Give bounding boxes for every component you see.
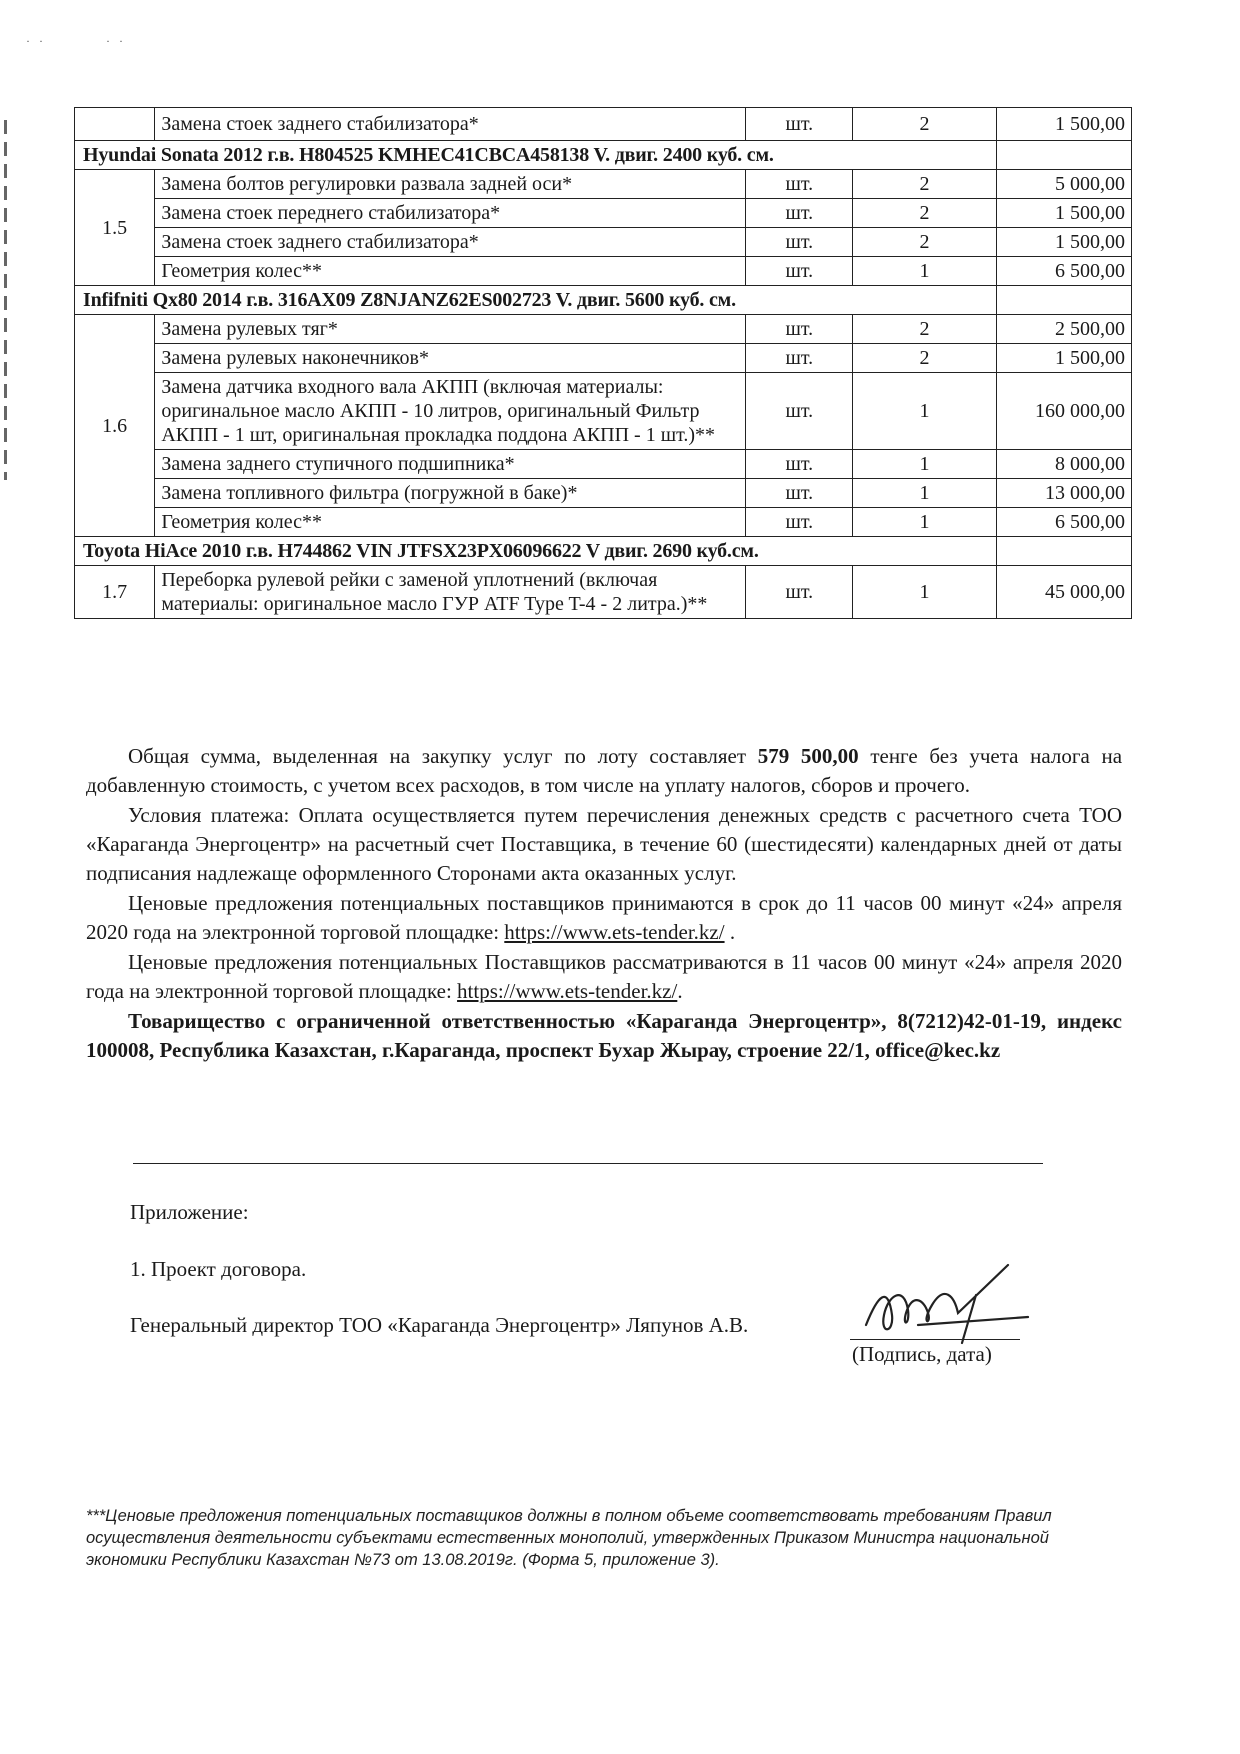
review-text: Ценовые предложения потенциальных Поставщиков рассматриваются в 11 часов 00 минут «24» апреля 2020 года на электронной торговой площадке:	[86, 950, 1122, 1003]
row-number	[75, 108, 155, 141]
vehicle-header-row	[75, 537, 1132, 566]
vehicle-title: Infifniti Qx80 2014 г.в. 316AX09 Z8NJANZ62ES002723 V. двиг. 5600 куб. см.	[75, 286, 997, 315]
appendix-label: Приложение:	[130, 1200, 249, 1224]
service-quantity: 1	[853, 479, 996, 508]
service-description: Геометрия колес**	[155, 257, 746, 286]
table-row	[75, 508, 1132, 537]
service-quantity: 1	[853, 450, 996, 479]
table-row	[75, 479, 1132, 508]
service-unit: шт.	[746, 566, 853, 619]
service-quantity: 1	[853, 566, 996, 619]
handwritten-signature	[858, 1255, 1038, 1350]
service-price: 2 500,00	[996, 315, 1131, 344]
service-unit: шт.	[746, 450, 853, 479]
service-price: 160 000,00	[996, 373, 1131, 450]
service-price: 1 500,00	[996, 228, 1131, 257]
table-row	[75, 344, 1132, 373]
service-quantity: 1	[853, 373, 996, 450]
vehicle-header-empty	[996, 141, 1131, 170]
total-paragraph	[86, 742, 1122, 800]
service-price: 6 500,00	[996, 508, 1131, 537]
signer-line: Генеральный директор ТОО «Караганда Энергоцентр» Ляпунов А.В.	[130, 1313, 749, 1337]
service-quantity: 2	[853, 108, 996, 141]
total-text-end: тенге без учета налога на добавленную стоимость, с учетом всех расходов, в том числе на уплату налогов, сборов и прочего.	[86, 744, 1123, 797]
footnote: ***Ценовые предложения потенциальных поставщиков должны в полном объеме соответствовать требованиям Правил осуществления деятельности субъектами естественных монополий, утвержденных Приказом Министра национальной экономики Республики Казахстан №73 от 13.08.2019г. (Форма 5, приложение 3).	[86, 1507, 1052, 1569]
service-quantity: 1	[853, 257, 996, 286]
service-quantity: 2	[853, 228, 996, 257]
service-description: Замена болтов регулировки развала задней оси*	[155, 170, 746, 199]
acceptance-text-end: .	[724, 920, 736, 944]
service-price: 1 500,00	[996, 199, 1131, 228]
service-unit: шт.	[746, 315, 853, 344]
separator-line	[133, 1163, 1043, 1164]
total-text: Общая сумма, выделенная на закупку услуг по лоту составляет	[128, 744, 758, 768]
row-number: 1.7	[75, 566, 155, 619]
service-description: Переборка рулевой рейки с заменой уплотнений (включая материалы: оригинальное масло ГУР ATF Type T-4 - 2 литра.)**	[155, 566, 746, 619]
service-unit: шт.	[746, 344, 853, 373]
table-row	[75, 450, 1132, 479]
acceptance-text: Ценовые предложения потенциальных поставщиков принимаются в срок до 11 часов 00 минут «24» апреля 2020 года на электронной торговой площадке:	[86, 891, 1122, 944]
service-unit: шт.	[746, 228, 853, 257]
service-description: Замена датчика входного вала АКПП (включая материалы: оригинальное масло АКПП - 10 литров, оригинальный Фильтр АКПП - 1 шт, оригинальная прокладка поддона АКПП - 1 шт.)**	[155, 373, 746, 450]
service-description: Замена заднего ступичного подшипника*	[155, 450, 746, 479]
service-price: 1 500,00	[996, 108, 1131, 141]
service-price: 8 000,00	[996, 450, 1131, 479]
row-number: 1.6	[75, 315, 155, 537]
service-quantity: 2	[853, 344, 996, 373]
review-text-end: .	[677, 979, 683, 1003]
service-unit: шт.	[746, 170, 853, 199]
service-unit: шт.	[746, 479, 853, 508]
row-number: 1.5	[75, 170, 155, 286]
table-row	[75, 566, 1132, 619]
vehicle-header-row	[75, 141, 1132, 170]
service-price: 45 000,00	[996, 566, 1131, 619]
service-unit: шт.	[746, 508, 853, 537]
service-price: 1 500,00	[996, 344, 1131, 373]
service-quantity: 2	[853, 199, 996, 228]
company-details: Товарищество с ограниченной ответственностью «Караганда Энергоцентр», 8(7212)42-01-19, индекс 100008, Республика Казахстан, г.Караганда, проспект Бухар Жырау, строение 22/1, office@kec.kz	[86, 1009, 1122, 1062]
scan-speckle: · · · ·	[26, 34, 126, 48]
body-text	[86, 742, 1122, 1066]
signature-caption: (Подпись, дата)	[852, 1342, 992, 1366]
table-row	[75, 373, 1132, 450]
ets-tender-link-2[interactable]: https://www.ets-tender.kz/	[457, 979, 678, 1003]
ets-tender-link[interactable]: https://www.ets-tender.kz/	[504, 920, 725, 944]
vehicle-header-empty	[996, 537, 1131, 566]
service-quantity: 2	[853, 170, 996, 199]
service-description: Геометрия колес**	[155, 508, 746, 537]
service-unit: шт.	[746, 373, 853, 450]
service-quantity: 1	[853, 508, 996, 537]
service-unit: шт.	[746, 257, 853, 286]
vehicle-title: Hyundai Sonata 2012 г.в. H804525 KMHEC41CBCA458138 V. двиг. 2400 куб. см.	[75, 141, 997, 170]
service-unit: шт.	[746, 108, 853, 141]
table-row	[75, 315, 1132, 344]
table-row	[75, 108, 1132, 141]
service-description: Замена топливного фильтра (погружной в баке)*	[155, 479, 746, 508]
service-description: Замена стоек заднего стабилизатора*	[155, 228, 746, 257]
service-unit: шт.	[746, 199, 853, 228]
table-row	[75, 199, 1132, 228]
vehicle-title: Toyota HiAce 2010 г.в. H744862 VIN JTFSX23PX06096622 V двиг. 2690 куб.см.	[75, 537, 997, 566]
service-description: Замена стоек заднего стабилизатора*	[155, 108, 746, 141]
acceptance-paragraph	[86, 889, 1122, 947]
service-price: 6 500,00	[996, 257, 1131, 286]
total-amount: 579 500,00	[757, 744, 859, 768]
service-description: Замена рулевых наконечников*	[155, 344, 746, 373]
service-price: 13 000,00	[996, 479, 1131, 508]
signature-line	[850, 1339, 1020, 1340]
service-description: Замена рулевых тяг*	[155, 315, 746, 344]
table-row	[75, 228, 1132, 257]
table-row	[75, 257, 1132, 286]
appendix-item: 1. Проект договора.	[130, 1257, 307, 1281]
vehicle-header-empty	[996, 286, 1131, 315]
service-quantity: 2	[853, 315, 996, 344]
service-description: Замена стоек переднего стабилизатора*	[155, 199, 746, 228]
services-table	[74, 107, 1132, 619]
payment-paragraph: Условия платежа: Оплата осуществляется путем перечисления денежных средств с расчетного счета ТОО «Караганда Энергоцентр» на расчетный счет Поставщика, в течение 60 (шестидесяти) календарных дней от даты подписания надлежаще оформленного Сторонами акта оказанных услуг.	[86, 803, 1122, 885]
scan-edge-mark	[4, 120, 7, 480]
review-paragraph	[86, 948, 1122, 1006]
table-row	[75, 170, 1132, 199]
service-price: 5 000,00	[996, 170, 1131, 199]
vehicle-header-row	[75, 286, 1132, 315]
